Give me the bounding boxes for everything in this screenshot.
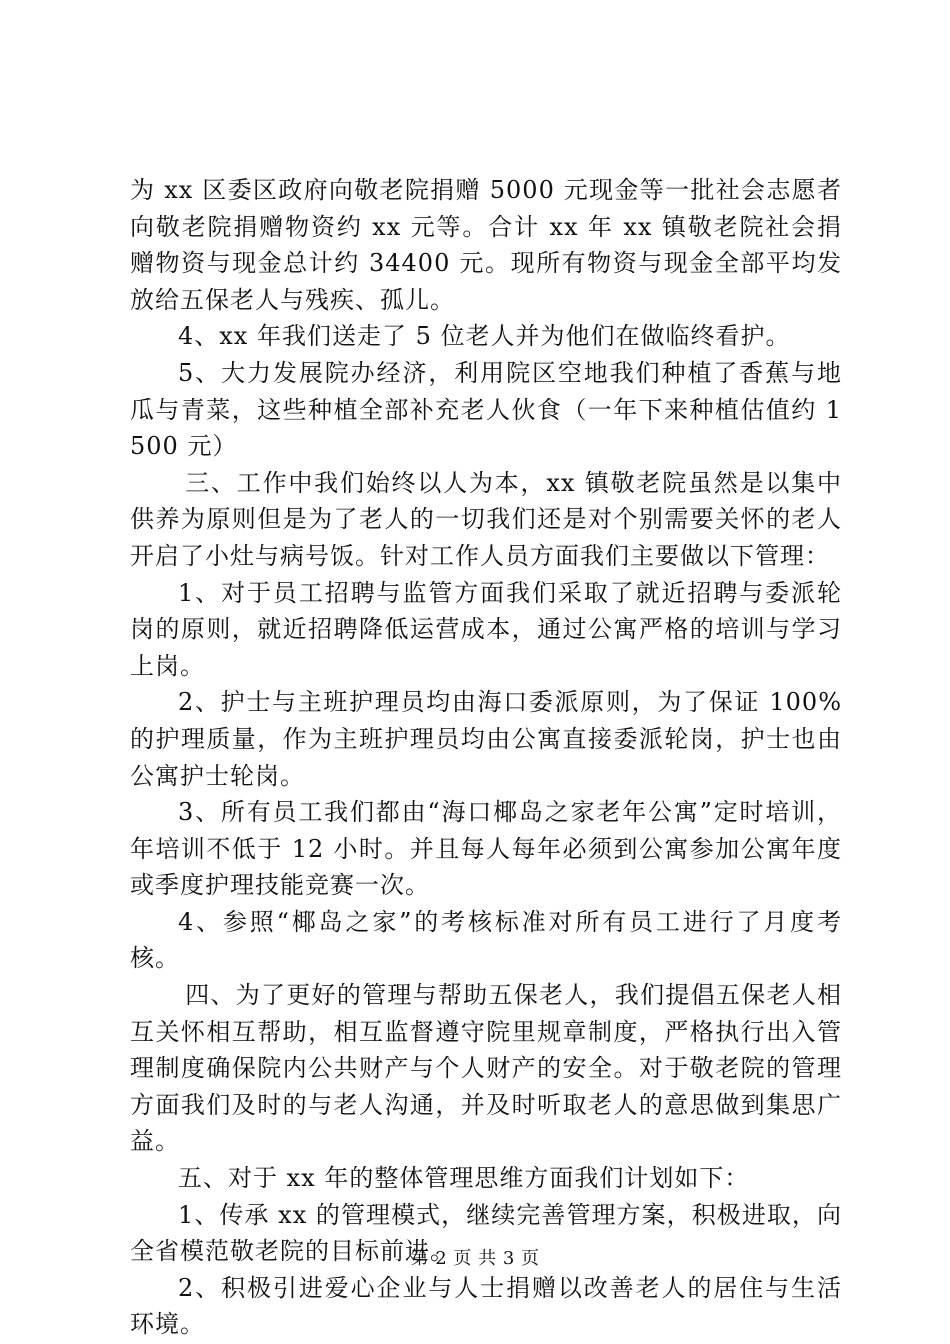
paragraph: 五、对于 xx 年的整体管理思维方面我们计划如下： bbox=[178, 1164, 750, 1193]
page-number-footer: 第 2 页 共 3 页 bbox=[410, 1248, 540, 1269]
paragraph: 2、护士与主班护理员均由海口委派原则，为了保证 100% 的护理质量，作为主班护理员均由公寓直接委派轮岗，护士也由公寓护士轮岗。 bbox=[130, 688, 842, 790]
paragraph: 3、所有员工我们都由“海口椰岛之家老年公寓”定时培训，年培训不低于 12 小时。并且每人每年必须到公寓参加公寓年度或季度护理技能竞赛一次。 bbox=[130, 798, 842, 900]
paragraph: 三、工作中我们始终以人为本，xx 镇敬老院虽然是以集中供养为原则但是为了老人的一切我们还是对个别需要关怀的老人开启了小灶与病号饭。针对工作人员方面我们主要做以下管理： bbox=[130, 468, 842, 570]
paragraph: 2、积极引进爱心企业与人士捐赠以改善老人的居住与生活环境。 bbox=[130, 1273, 842, 1339]
paragraph: 1、传承 xx 的管理模式，继续完善管理方案，积极进取，向全省模范敬老院的目标前进。 bbox=[130, 1200, 842, 1266]
paragraph: 4、xx 年我们送走了 5 位老人并为他们在做临终看护。 bbox=[178, 322, 791, 351]
paragraph: 5、大力发展院办经济，利用院区空地我们种植了香蕉与地瓜与青菜，这些种植全部补充老人伙食（一年下来种植估值约 1500 元） bbox=[130, 358, 842, 461]
paragraph: 为 xx 区委区政府向敬老院捐赠 5000 元现金等一批社会志愿者向敬老院捐赠物资约 xx 元等。合计 xx 年 xx 镇敬老院社会捐赠物资与现金总计约 34400 元。现所有物资与现金全部平均发放给五保老人与残疾、孤儿。 bbox=[130, 176, 842, 314]
paragraph: 四、为了更好的管理与帮助五保老人，我们提倡五保老人相互关怀相互帮助，相互监督遵守院里规章制度，严格执行出入管理制度确保院内公共财产与个人财产的安全。对于敬老院的管理方面我们及时的与老人沟通，并及时听取老人的意思做到集思广益。 bbox=[130, 981, 842, 1156]
document-body bbox=[130, 172, 842, 1343]
paragraph: 1、对于员工招聘与监管方面我们采取了就近招聘与委派轮岗的原则，就近招聘降低运营成本，通过公寓严格的培训与学习上岗。 bbox=[130, 578, 842, 680]
paragraph: 4、参照“椰岛之家”的考核标准对所有员工进行了月度考核。 bbox=[130, 907, 842, 973]
